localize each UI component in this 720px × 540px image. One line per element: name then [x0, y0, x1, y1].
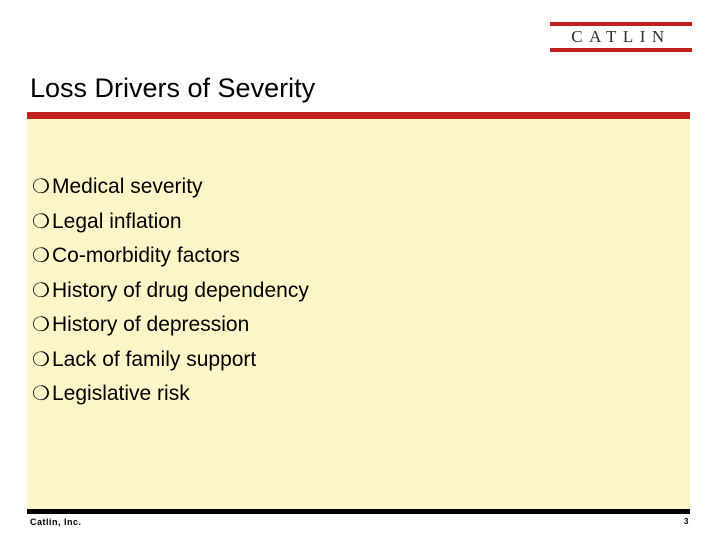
bullet-text: Medical severity	[52, 175, 203, 198]
logo-bottom-rule	[550, 48, 692, 52]
bullet-text: Legal inflation	[52, 209, 182, 233]
open-circle-bullet-icon: ❍	[32, 245, 50, 267]
open-circle-bullet-icon: ❍	[32, 210, 50, 233]
bullet-text: Lack of family support	[52, 347, 257, 371]
bullet-text: Co-morbidity factors	[52, 244, 240, 267]
footer-company: Catlin, Inc.	[30, 517, 82, 527]
bullet-item	[32, 170, 309, 205]
logo-wordmark: CATLIN	[571, 27, 671, 46]
bullet-item	[32, 377, 309, 412]
bullet-text: History of drug dependency	[52, 278, 309, 302]
title-underline-rule	[27, 112, 690, 119]
logo-top-rule	[550, 22, 692, 26]
open-circle-bullet-icon: ❍	[32, 176, 50, 198]
open-circle-bullet-icon: ❍	[32, 314, 50, 336]
bullet-text: Legislative risk	[52, 382, 190, 405]
page-number: 3	[684, 517, 689, 526]
bullet-item	[32, 274, 309, 309]
open-circle-bullet-icon: ❍	[32, 348, 50, 371]
slide-title: Loss Drivers of Severity	[30, 73, 316, 103]
footer-rule	[27, 509, 690, 514]
bullet-item	[32, 308, 309, 343]
bullet-item	[32, 343, 309, 378]
bullet-item	[32, 239, 309, 274]
catlin-logo	[550, 22, 692, 52]
open-circle-bullet-icon: ❍	[32, 279, 50, 302]
bullet-list	[32, 170, 309, 412]
bullet-item	[32, 205, 309, 240]
bullet-text: History of depression	[52, 313, 250, 336]
open-circle-bullet-icon: ❍	[32, 383, 50, 405]
